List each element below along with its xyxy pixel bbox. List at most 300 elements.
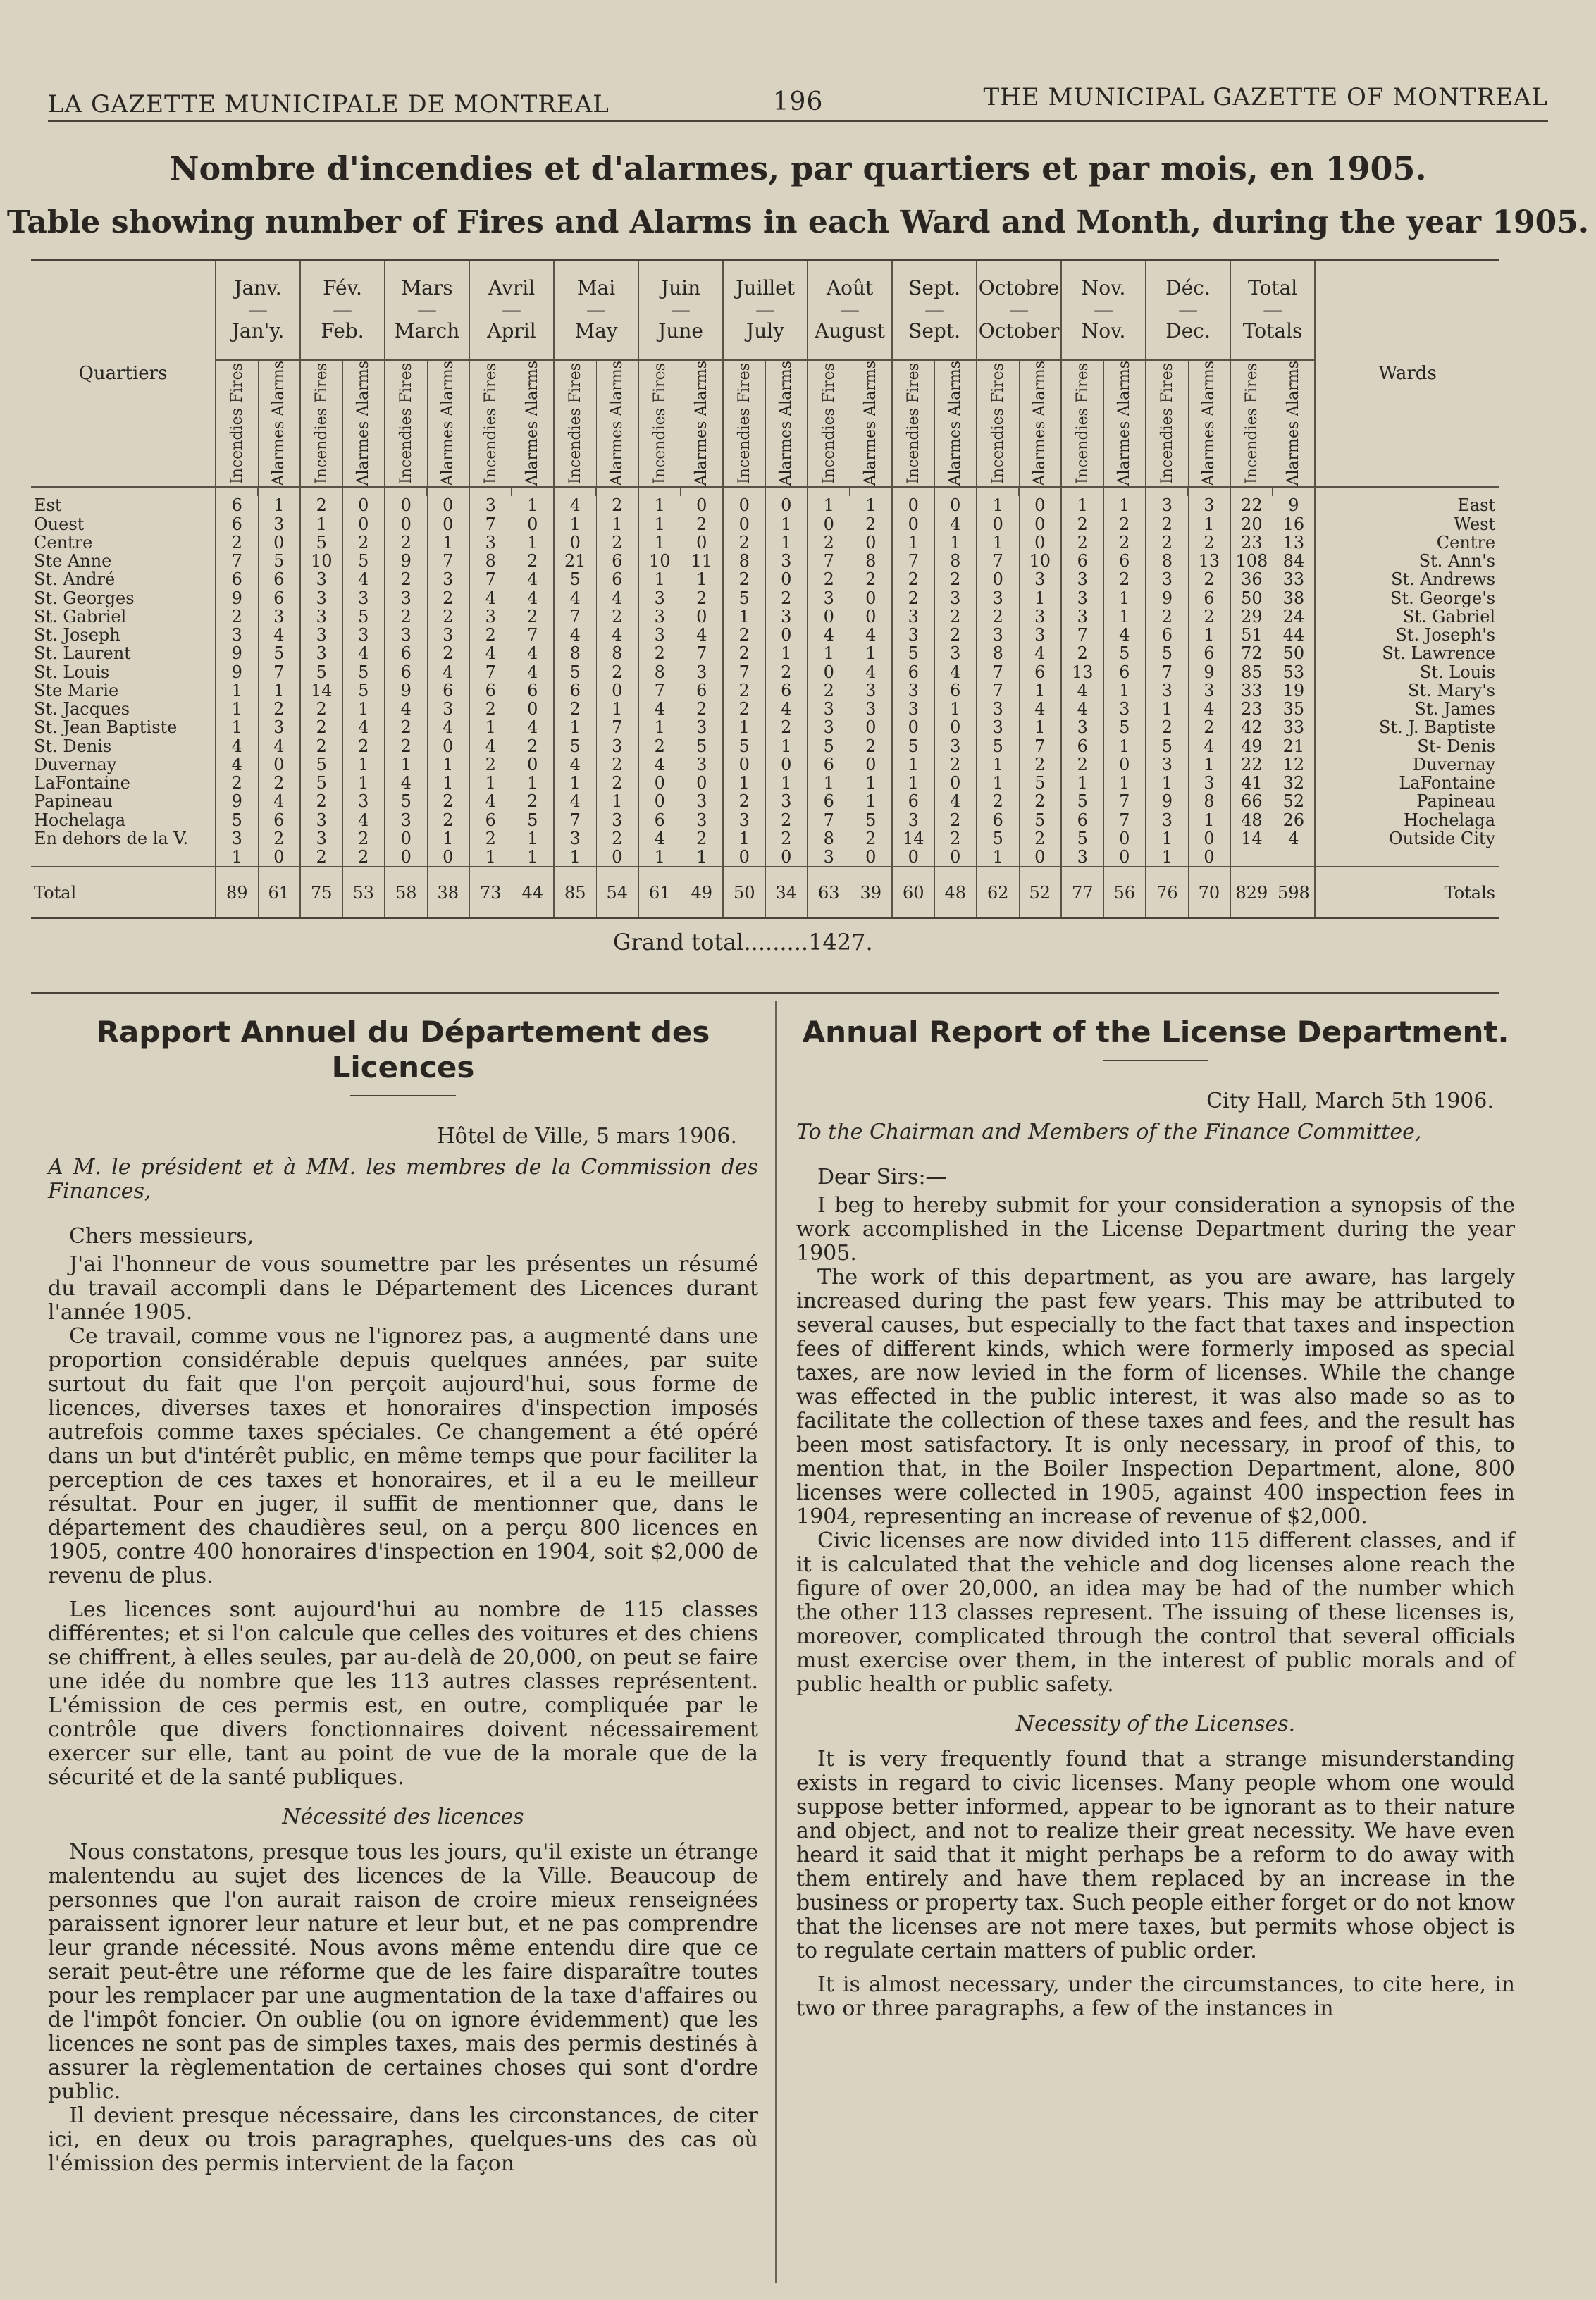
- alarms-cell: 44: [1273, 626, 1315, 644]
- alarms-cell: 0: [850, 588, 892, 607]
- alarms-cell: 0: [427, 496, 469, 514]
- total-cell: 598: [1273, 867, 1315, 917]
- fires-cell: 9: [216, 588, 258, 607]
- fires-cell: 4: [216, 736, 258, 755]
- column-divider: [775, 1001, 777, 2283]
- fires-cell: 72: [1230, 644, 1273, 662]
- fires-cell: 1: [554, 718, 596, 736]
- month-header: [892, 261, 977, 360]
- fires-cell: 3: [977, 588, 1019, 607]
- fires-cell: 1: [1146, 700, 1188, 718]
- alarms-cell: 1: [427, 774, 469, 792]
- total-cell: 52: [1019, 867, 1061, 917]
- alarms-cell: 33: [1273, 718, 1315, 736]
- fires-cell: 14: [1230, 829, 1273, 848]
- alarms-cell: 2: [765, 718, 808, 736]
- subheader-label: Incendies Fires: [566, 363, 584, 484]
- alarms-cell: 3: [934, 644, 977, 662]
- alarms-cell: 0: [681, 533, 723, 552]
- alarms-cell: 1: [850, 644, 892, 662]
- fires-cell: 3: [1061, 848, 1103, 867]
- fires-cell: 2: [892, 570, 934, 588]
- alarms-cell: 0: [427, 514, 469, 533]
- alarms-cell: 1: [1019, 681, 1061, 700]
- rule-cell: [258, 487, 300, 496]
- fires-cell: 1: [469, 774, 512, 792]
- table-row: [31, 792, 1499, 810]
- month-name-fr: Sept.: [908, 276, 960, 299]
- fires-cell: 3: [554, 829, 596, 848]
- alarms-cell: 1: [596, 514, 638, 533]
- alarms-cell: 4: [342, 644, 385, 662]
- report-date-fr: Hôtel de Ville, 5 mars 1906.: [436, 1124, 737, 1149]
- fires-cell: 0: [892, 848, 934, 867]
- alarms-subheader: [596, 360, 638, 487]
- alarms-cell: 1: [342, 700, 385, 718]
- alarms-cell: 2: [596, 662, 638, 681]
- fires-cell: 23: [1230, 533, 1273, 552]
- alarms-cell: [1273, 848, 1315, 867]
- alarms-cell: 84: [1273, 552, 1315, 570]
- fires-cell: 7: [638, 681, 681, 700]
- fires-cell: 5: [977, 829, 1019, 848]
- alarms-cell: 1: [596, 700, 638, 718]
- alarms-cell: 1: [850, 496, 892, 514]
- table-title-en: Table showing number of Fires and Alarms in each Ward and Month, during the year 1905.: [6, 204, 1590, 240]
- fires-cell: 3: [808, 588, 850, 607]
- alarms-cell: 0: [596, 681, 638, 700]
- fires-cell: 8: [1146, 552, 1188, 570]
- alarms-cell: 5: [342, 662, 385, 681]
- fires-cell: 2: [1061, 644, 1103, 662]
- alarms-cell: 4: [512, 588, 554, 607]
- fires-cell: 2: [723, 626, 765, 644]
- month-name-en: July: [746, 319, 785, 343]
- table-row: [31, 533, 1499, 552]
- alarms-subheader: [1103, 360, 1146, 487]
- rule-cell: [216, 487, 258, 496]
- fires-cell: 4: [638, 829, 681, 848]
- report-title-en: Annual Report of the License Department.: [802, 1015, 1509, 1049]
- alarms-cell: 4: [850, 626, 892, 644]
- alarms-subheader: [765, 360, 808, 487]
- alarms-cell: 3: [765, 607, 808, 626]
- alarms-cell: 2: [512, 607, 554, 626]
- table-row: [31, 626, 1499, 644]
- alarms-subheader: [427, 360, 469, 487]
- alarms-cell: 1: [765, 774, 808, 792]
- alarms-cell: 2: [596, 755, 638, 774]
- alarms-cell: 4: [1019, 700, 1061, 718]
- alarms-cell: 3: [765, 552, 808, 570]
- fires-subheader: [808, 360, 850, 487]
- fires-cell: 1: [554, 514, 596, 533]
- fires-cell: 6: [469, 810, 512, 829]
- fires-cell: 22: [1230, 496, 1273, 514]
- alarms-cell: 0: [1019, 514, 1061, 533]
- subheader-label: Alarmes Alarms: [693, 361, 711, 486]
- month-name-fr: Total: [1247, 276, 1298, 299]
- ward-name: St. George's: [1315, 588, 1499, 607]
- table-row: [31, 607, 1499, 626]
- ward-name: St. J. Baptiste: [1315, 718, 1499, 736]
- alarms-cell: 4: [342, 570, 385, 588]
- fires-cell: 42: [1230, 718, 1273, 736]
- rule-cell: [1230, 487, 1273, 496]
- month-name-en: August: [815, 319, 885, 343]
- fires-cell: 14: [300, 681, 342, 700]
- fires-cell: 2: [1146, 533, 1188, 552]
- fires-cell: 49: [1230, 736, 1273, 755]
- fires-cell: 108: [1230, 552, 1273, 570]
- dash: —: [1263, 297, 1283, 321]
- fires-cell: 2: [723, 700, 765, 718]
- alarms-cell: 0: [1188, 848, 1230, 867]
- alarms-cell: 53: [1273, 662, 1315, 681]
- month-name-en: March: [394, 319, 460, 343]
- fires-subheader: [216, 360, 258, 487]
- ward-name: St. James: [1315, 700, 1499, 718]
- rule-cell: [596, 487, 638, 496]
- fires-cell: 3: [1061, 570, 1103, 588]
- alarms-cell: 0: [596, 848, 638, 867]
- fires-cell: 6: [892, 662, 934, 681]
- subheader-label: Incendies Fires: [735, 363, 753, 484]
- fires-cell: 1: [554, 774, 596, 792]
- fires-cell: 0: [723, 496, 765, 514]
- rule-cell: [1315, 487, 1499, 496]
- rule-cell: [385, 487, 427, 496]
- alarms-cell: 3: [342, 588, 385, 607]
- alarms-cell: 2: [681, 588, 723, 607]
- alarms-cell: 0: [765, 496, 808, 514]
- fires-cell: 2: [892, 588, 934, 607]
- ward-name: Hochelaga: [1315, 810, 1499, 829]
- fires-cell: 7: [469, 570, 512, 588]
- fires-cell: 2: [469, 829, 512, 848]
- fires-cell: 2: [723, 644, 765, 662]
- quartier-name: St. Joseph: [34, 625, 120, 645]
- subheader-label: Alarmes Alarms: [862, 361, 880, 486]
- alarms-cell: 5: [1103, 718, 1146, 736]
- alarms-cell: 2: [342, 533, 385, 552]
- dash: —: [248, 297, 268, 321]
- table-row: [31, 829, 1499, 848]
- alarms-cell: 24: [1273, 607, 1315, 626]
- alarms-cell: 1: [850, 774, 892, 792]
- alarms-cell: 2: [850, 570, 892, 588]
- month-header: [469, 261, 554, 360]
- fires-cell: 1: [892, 533, 934, 552]
- alarms-cell: 38: [1273, 588, 1315, 607]
- fires-cell: 3: [469, 496, 512, 514]
- title-rule: [1103, 1060, 1208, 1061]
- alarms-cell: 35: [1273, 700, 1315, 718]
- table-row: [31, 662, 1499, 681]
- alarms-cell: 1: [596, 792, 638, 810]
- fires-subheader: [892, 360, 934, 487]
- alarms-cell: 1: [850, 792, 892, 810]
- grand-total-value: 1427.: [808, 929, 873, 956]
- alarms-cell: 2: [596, 829, 638, 848]
- table-row: [31, 496, 1499, 514]
- alarms-cell: 1: [1019, 718, 1061, 736]
- alarms-cell: 3: [596, 736, 638, 755]
- alarms-cell: 2: [765, 829, 808, 848]
- rule-cell: [681, 487, 723, 496]
- table-row: [31, 774, 1499, 792]
- fires-subheader: [1230, 360, 1273, 487]
- subheader-label: Incendies Fires: [1158, 363, 1176, 484]
- alarms-cell: 1: [512, 533, 554, 552]
- fires-cell: 2: [385, 570, 427, 588]
- total-cell: 76: [1146, 867, 1188, 917]
- alarms-cell: 10: [1019, 552, 1061, 570]
- paragraph: Il devient presque nécessaire, dans les circonstances, de citer ici, en deux ou trois paragraphes, quelques-uns des cas où l'émission des permis intervient de la façon: [48, 2103, 758, 2176]
- subheader-label: Incendies Fires: [819, 363, 838, 484]
- alarms-cell: 3: [1019, 607, 1061, 626]
- fires-cell: 4: [469, 644, 512, 662]
- alarms-cell: 1: [1188, 514, 1230, 533]
- rule-cell: [1146, 487, 1188, 496]
- alarms-cell: 3: [681, 662, 723, 681]
- fires-cell: 1: [977, 496, 1019, 514]
- alarms-cell: 4: [934, 514, 977, 533]
- alarms-cell: 2: [512, 792, 554, 810]
- fires-subheader: [300, 360, 342, 487]
- alarms-cell: 6: [681, 681, 723, 700]
- subheader-label: Incendies Fires: [481, 363, 500, 484]
- dash: —: [755, 297, 776, 321]
- fires-cell: 0: [808, 514, 850, 533]
- alarms-cell: 0: [342, 514, 385, 533]
- alarms-cell: 2: [934, 607, 977, 626]
- alarms-cell: 1: [1188, 810, 1230, 829]
- fires-cell: 3: [892, 607, 934, 626]
- alarms-cell: 2: [934, 755, 977, 774]
- fires-cell: 0: [892, 718, 934, 736]
- paragraph: The work of this department, as you are aware, has largely increased during the past few years. This may be attributed to several causes, but especially to the fact that taxes and inspection fees of different kinds, which were formerly imposed as special taxes, are now levied in the form of licenses. While the change was effected in the public interest, it was also made so as to facilitate the collection of these taxes and fees, and the result has been most satisfactory. It is only necessary, in proof of this, to mention that, in the Boiler Inspection Department, alone, 800 licenses were collected in 1905, against 400 inspection fees in 1904, representing an increase of revenue of $2,000.: [796, 1265, 1515, 1529]
- report-title-fr: Rapport Annuel du Département des Licences: [96, 1015, 710, 1084]
- alarms-cell: 4: [596, 588, 638, 607]
- fires-cell: 4: [385, 774, 427, 792]
- fires-cell: 6: [385, 662, 427, 681]
- fires-cell: 1: [1061, 774, 1103, 792]
- fires-cell: 0: [638, 792, 681, 810]
- subheader-label: Alarmes Alarms: [524, 361, 542, 486]
- fires-cell: 6: [216, 514, 258, 533]
- alarms-cell: 0: [258, 533, 300, 552]
- fires-cell: 9: [1146, 588, 1188, 607]
- fires-cell: 6: [554, 681, 596, 700]
- fires-cell: 4: [469, 736, 512, 755]
- ward-name: Outside City: [1315, 829, 1499, 848]
- alarms-cell: 3: [1188, 496, 1230, 514]
- alarms-cell: 4: [512, 644, 554, 662]
- alarms-cell: 0: [1019, 496, 1061, 514]
- rule-cell: [723, 487, 765, 496]
- rule-cell: [1061, 487, 1103, 496]
- french-report-column: [48, 1001, 758, 2176]
- fires-cell: 3: [300, 626, 342, 644]
- alarms-cell: 0: [681, 607, 723, 626]
- month-header: [554, 261, 638, 360]
- fires-cell: 0: [723, 848, 765, 867]
- fires-cell: 0: [892, 514, 934, 533]
- subheader-label: Alarmes Alarms: [1115, 361, 1134, 486]
- alarms-cell: 5: [258, 644, 300, 662]
- fires-subheader: [385, 360, 427, 487]
- fires-cell: 0: [977, 570, 1019, 588]
- subheader-label: Alarmes Alarms: [354, 361, 373, 486]
- alarms-cell: 3: [427, 626, 469, 644]
- fires-cell: 1: [638, 570, 681, 588]
- fires-cell: 3: [1146, 755, 1188, 774]
- alarms-cell: 1: [258, 496, 300, 514]
- alarms-cell: 1: [512, 848, 554, 867]
- alarms-cell: 21: [1273, 736, 1315, 755]
- alarms-cell: 0: [765, 848, 808, 867]
- fires-subheader: [723, 360, 765, 487]
- alarms-cell: 3: [681, 755, 723, 774]
- alarms-cell: 1: [427, 533, 469, 552]
- fires-cell: 1: [1146, 829, 1188, 848]
- fires-cell: 6: [385, 644, 427, 662]
- alarms-cell: 2: [934, 829, 977, 848]
- alarms-cell: 2: [427, 792, 469, 810]
- alarms-cell: 0: [512, 755, 554, 774]
- fires-cell: 2: [385, 607, 427, 626]
- ward-name: [1315, 848, 1499, 867]
- total-cell: 34: [765, 867, 808, 917]
- dash: —: [1094, 297, 1114, 321]
- fires-cell: 2: [300, 736, 342, 755]
- month-name-en: Sept.: [908, 319, 960, 343]
- fires-cell: 2: [638, 736, 681, 755]
- alarms-cell: 0: [850, 755, 892, 774]
- fires-cell: 6: [808, 755, 850, 774]
- fires-cell: 8: [554, 644, 596, 662]
- paragraph: Ce travail, comme vous ne l'ignorez pas, a augmenté dans une proportion considérable depuis quelques années, par suite surtout du fait que l'on perçoit aujourd'hui, sous forme de licences, diverses taxes et honoraires d'inspection imposés autrefois comme taxes spéciales. Ce changement a été opéré dans un but d'intérêt public, en même temps que pour faciliter la perception de ces taxes et honoraires, et il a eu le meilleur résultat. Pour en juger, il suffit de mentionner que, dans le département des chaudières seul, on a perçu 800 licences en 1905, contre 400 honoraires d'inspection en 1904, soit $2,000 de revenu de plus.: [48, 1324, 758, 1588]
- fires-cell: 13: [1061, 662, 1103, 681]
- fires-cell: 5: [300, 755, 342, 774]
- total-cell: 829: [1230, 867, 1273, 917]
- fires-cell: 3: [1061, 607, 1103, 626]
- subheader-label: Incendies Fires: [1242, 363, 1261, 484]
- fires-cell: 4: [638, 755, 681, 774]
- alarms-cell: 0: [512, 700, 554, 718]
- alarms-cell: 2: [850, 829, 892, 848]
- fires-cell: 4: [554, 755, 596, 774]
- fires-cell: [1230, 848, 1273, 867]
- fires-cell: 5: [892, 644, 934, 662]
- fires-cell: 0: [808, 662, 850, 681]
- alarms-cell: 3: [850, 700, 892, 718]
- alarms-cell: 3: [427, 570, 469, 588]
- fires-cell: 1: [469, 718, 512, 736]
- ward-name: East: [1315, 496, 1499, 514]
- total-cell: 62: [977, 867, 1019, 917]
- month-name-fr: Mars: [401, 276, 453, 299]
- alarms-cell: 4: [512, 570, 554, 588]
- subheader-label: Incendies Fires: [650, 363, 669, 484]
- fires-cell: 7: [723, 662, 765, 681]
- fires-cell: 0: [554, 533, 596, 552]
- fires-cell: 7: [977, 552, 1019, 570]
- ward-name: LaFontaine: [1315, 774, 1499, 792]
- fires-cell: 3: [1146, 810, 1188, 829]
- alarms-cell: 6: [258, 810, 300, 829]
- alarms-cell: 0: [681, 496, 723, 514]
- rule-cell: [1188, 487, 1230, 496]
- rule-cell: [342, 487, 385, 496]
- alarms-subheader: [1019, 360, 1061, 487]
- alarms-cell: 5: [342, 607, 385, 626]
- fires-cell: 3: [385, 588, 427, 607]
- fires-subheader: [1061, 360, 1103, 487]
- paragraph: It is almost necessary, under the circumstances, to cite here, in two or three paragraphs, a few of the instances in: [796, 1972, 1515, 2021]
- fires-cell: 2: [723, 570, 765, 588]
- alarms-cell: 3: [1188, 774, 1230, 792]
- fires-cell: 1: [638, 718, 681, 736]
- month-name-fr: Mai: [576, 276, 616, 299]
- total-cell: 77: [1061, 867, 1103, 917]
- fires-cell: 9: [385, 552, 427, 570]
- fires-cell: 3: [723, 810, 765, 829]
- alarms-cell: 6: [596, 570, 638, 588]
- dash: —: [671, 297, 691, 321]
- fires-cell: 4: [216, 755, 258, 774]
- alarms-cell: 33: [1273, 570, 1315, 588]
- dash: —: [1009, 297, 1029, 321]
- month-name-fr: Octobre: [978, 276, 1060, 299]
- month-name-en: Dec.: [1165, 319, 1211, 343]
- alarms-cell: 5: [258, 552, 300, 570]
- fires-cell: 3: [300, 607, 342, 626]
- month-name-fr: Nov.: [1081, 276, 1126, 299]
- fires-cell: 2: [300, 848, 342, 867]
- alarms-cell: 0: [934, 848, 977, 867]
- fires-cell: 2: [385, 533, 427, 552]
- alarms-cell: 3: [342, 792, 385, 810]
- alarms-cell: 16: [1273, 514, 1315, 533]
- quartier-name: St. Jacques: [34, 699, 130, 719]
- quartier-name: St. Denis: [34, 736, 112, 756]
- alarms-cell: 6: [934, 681, 977, 700]
- total-cell: 85: [554, 867, 596, 917]
- table-row: [31, 755, 1499, 774]
- alarms-cell: 6: [596, 552, 638, 570]
- fires-cell: 1: [723, 718, 765, 736]
- alarms-subheader: [1188, 360, 1230, 487]
- ward-name: St- Denis: [1315, 736, 1499, 755]
- alarms-cell: 2: [258, 774, 300, 792]
- fires-cell: 1: [469, 848, 512, 867]
- fires-table-container: [31, 259, 1499, 919]
- fires-cell: 51: [1230, 626, 1273, 644]
- fires-cell: 1: [808, 644, 850, 662]
- fires-cell: 20: [1230, 514, 1273, 533]
- alarms-cell: 2: [427, 644, 469, 662]
- paragraph: Nous constatons, presque tous les jours, qu'il existe un étrange malentendu au sujet des licences de la Ville. Beaucoup de personnes que l'on aurait raison de croire mieux renseignées paraissent ignorer leur nature et leur but, et ne pas comprendre leur grande nécessité. Nous avons même entendu dire que ce serait peut-être une réforme que de les faire disparaître toutes pour les remplacer par une augmentation de la taxe d'affaires ou de l'impôt foncier. On oublie (ou on ignore évidemment) que les licences ne sont pas de simples taxes, mais des permis destinés à assurer la règlementation de certaines choses qui sont d'ordre public.: [48, 1840, 758, 2104]
- fires-cell: 2: [300, 700, 342, 718]
- alarms-cell: 5: [850, 810, 892, 829]
- fires-cell: 0: [977, 514, 1019, 533]
- alarms-cell: 1: [681, 848, 723, 867]
- fires-cell: 5: [1061, 829, 1103, 848]
- alarms-cell: 1: [512, 496, 554, 514]
- total-cell: 63: [808, 867, 850, 917]
